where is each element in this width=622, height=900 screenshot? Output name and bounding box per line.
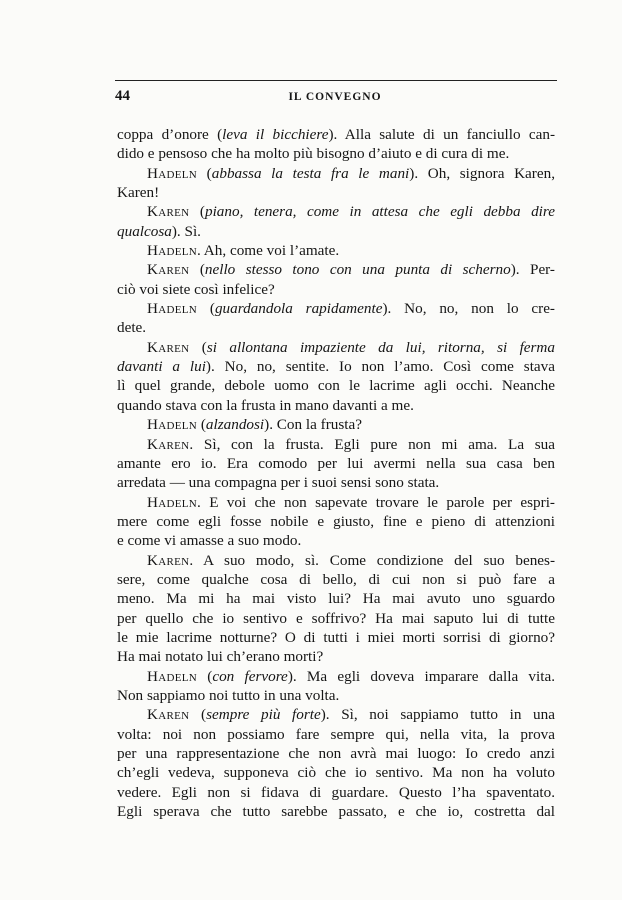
speaker-name: Hadeln xyxy=(147,493,198,511)
line-segment: ). Per- xyxy=(510,261,555,279)
text-line xyxy=(117,318,555,337)
speaker-name: Hadeln xyxy=(147,242,198,260)
text-line xyxy=(117,531,555,550)
text-line xyxy=(117,570,555,589)
text-line xyxy=(117,802,555,821)
text-line xyxy=(117,164,555,183)
speaker-name: Karen xyxy=(147,706,190,724)
line-segment: ). Sì, noi sappiamo tutto in una xyxy=(320,706,555,724)
line-segment: ). Alla salute di un fanciullo can- xyxy=(328,126,556,143)
stage-direction: abbassa la testa fra le mani xyxy=(211,164,410,182)
line-segment: ( xyxy=(189,338,207,356)
page-number: 44 xyxy=(115,88,130,104)
stage-direction: alzandosi xyxy=(205,416,265,434)
line-segment: ( xyxy=(189,706,207,724)
line-segment: ). No, no, sentite. Io non l’amo. Così come stava xyxy=(205,358,555,376)
line-segment: ). Con la frusta? xyxy=(264,416,362,434)
text-line xyxy=(117,705,555,724)
text-line xyxy=(117,744,555,763)
text-line xyxy=(117,589,555,608)
line-segment: Karen! xyxy=(117,184,160,202)
text-line xyxy=(117,357,555,376)
speaker-name: Karen xyxy=(147,261,190,279)
line-segment: vedere. Egli non si fidava di guardare. Questo l’ha spaventato. xyxy=(117,783,555,801)
line-segment: ( xyxy=(197,416,206,434)
text-line xyxy=(117,551,555,570)
line-segment: per una rappresentazione che non avrà mai luogo: Io credo anzi xyxy=(117,745,555,762)
speaker-name: Karen xyxy=(147,338,190,356)
text-line xyxy=(117,183,555,202)
stage-direction: guardandola rapidamente xyxy=(214,300,383,318)
line-segment: lì quel grande, debole uomo con le lacrime agli occhi. Neanche xyxy=(117,377,555,395)
text-line xyxy=(117,338,555,357)
line-segment: arredata — una compagna per i suoi sensi sono stata. xyxy=(117,474,440,492)
text-line xyxy=(117,260,555,279)
text-line xyxy=(117,376,555,395)
line-segment: volta: noi non possiamo fare sempre qui, nella vita, la prova xyxy=(117,725,555,743)
stage-direction: leva il bicchiere xyxy=(222,126,329,143)
header-rule xyxy=(115,80,557,81)
line-segment: sere, come qualche cosa di bello, di cui non si può fare a xyxy=(117,570,555,588)
line-segment: ( xyxy=(197,164,212,182)
speaker-name: Hadeln xyxy=(147,667,198,685)
running-header xyxy=(115,86,555,108)
stage-direction: piano, tenera, come in attesa che egli debba dire xyxy=(204,203,555,221)
text-line xyxy=(117,125,555,144)
line-segment: ). No, no, non lo cre- xyxy=(382,300,555,318)
line-segment: . E voi che non sapevate trovare le parole per espri- xyxy=(197,493,555,511)
text-line xyxy=(117,435,555,454)
line-segment: ( xyxy=(189,261,205,279)
stage-direction: qualcosa xyxy=(117,222,172,240)
line-segment: ). Sì. xyxy=(171,222,201,240)
line-segment: e come vi amasse a suo modo. xyxy=(117,532,302,550)
line-segment: amante ero io. Era comodo per lui avermi nella sua casa ben xyxy=(117,454,555,472)
line-segment: ). Ma egli doveva imparare dalla vita. xyxy=(287,667,555,685)
line-segment: Egli sperava che tutto sarebbe passato, e che io, costretta dal xyxy=(117,803,555,821)
text-line xyxy=(117,628,555,647)
text-line xyxy=(117,686,555,705)
line-segment: ( xyxy=(197,300,215,318)
line-segment: ( xyxy=(197,667,213,685)
line-segment: . A suo modo, sì. Come condizione del suo benes- xyxy=(189,551,555,569)
text-line xyxy=(117,647,555,666)
text-line xyxy=(117,222,555,241)
line-segment: mere come egli fosse nobile e giusto, fine e pieno di attenzioni xyxy=(117,512,555,530)
text-line xyxy=(117,763,555,782)
speaker-name: Hadeln xyxy=(147,416,198,434)
text-line xyxy=(117,241,555,260)
line-segment: dete. xyxy=(117,319,147,337)
line-segment: ( xyxy=(189,203,205,221)
text-line xyxy=(117,454,555,473)
text-line xyxy=(117,280,555,299)
text-line xyxy=(117,609,555,628)
stage-direction: si allontana impaziente da lui, ritorna, si ferma xyxy=(206,338,555,356)
text-line xyxy=(117,512,555,531)
line-segment: coppa d’onore ( xyxy=(117,126,223,143)
text-line xyxy=(117,473,555,492)
text-line xyxy=(117,299,555,318)
speaker-name: Hadeln xyxy=(147,164,198,182)
line-segment: ). Oh, signora Karen, xyxy=(409,164,555,182)
line-segment: ciò voi siete così infelice? xyxy=(117,280,275,298)
text-line xyxy=(117,144,555,163)
text-line xyxy=(117,415,555,434)
text-line xyxy=(117,667,555,686)
running-title: IL CONVEGNO xyxy=(288,91,382,103)
text-line xyxy=(117,493,555,512)
line-segment: per quello che io sentivo e soffrivo? Ha mai saputo lui di tutte xyxy=(117,609,555,627)
speaker-name: Karen xyxy=(147,435,190,453)
line-segment: . Sì, con la frusta. Egli pure non mi ama. La sua xyxy=(189,435,555,453)
line-segment: le mie lacrime notturne? O di tutti i miei morti sorrisi di giorno? xyxy=(117,628,555,646)
line-segment: Ha mai notato lui ch’erano morti? xyxy=(117,648,324,666)
stage-direction: con fervore xyxy=(212,667,288,685)
text-line xyxy=(117,202,555,221)
line-segment: meno. Ma mi ha mai visto lui? Ha mai avuto uno sguardo xyxy=(117,590,555,608)
stage-direction: sempre più forte xyxy=(206,706,321,724)
body-text xyxy=(117,125,555,821)
line-segment: quando stava con la frusta in mano davanti a me. xyxy=(117,396,414,414)
stage-direction: davanti a lui xyxy=(117,358,206,376)
line-segment: Non sappiamo noi tutto in una volta. xyxy=(117,686,340,704)
text-line xyxy=(117,783,555,802)
speaker-name: Karen xyxy=(147,203,190,221)
text-line xyxy=(117,725,555,744)
line-segment: dido e pensoso che ha molto più bisogno d’aiuto e di cura di me. xyxy=(117,145,510,163)
text-line xyxy=(117,396,555,415)
line-segment: ch’egli vedeva, supponeva ciò che io sentivo. Ma non ha voluto xyxy=(117,764,555,782)
speaker-name: Karen xyxy=(147,551,190,569)
stage-direction: nello stesso tono con una punta di scherno xyxy=(204,261,511,279)
speaker-name: Hadeln xyxy=(147,300,198,318)
line-segment: . Ah, come voi l’amate. xyxy=(197,242,340,260)
